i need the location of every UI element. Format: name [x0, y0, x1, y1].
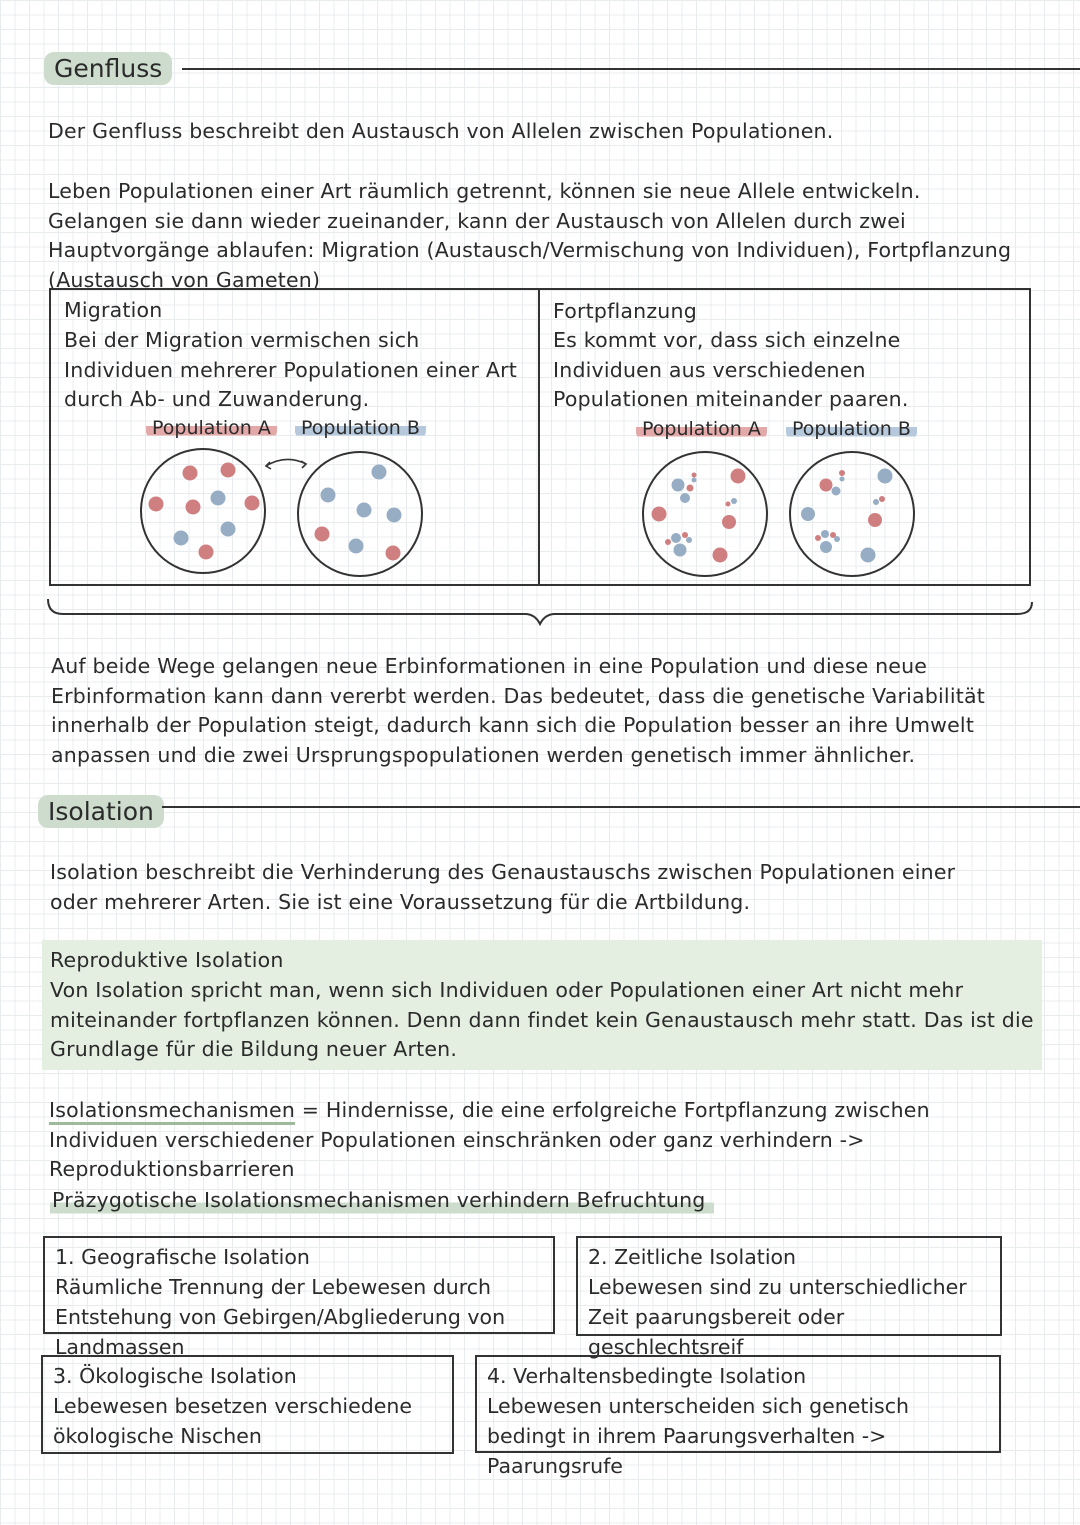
- population-b-dots: [315, 465, 402, 561]
- migration-diagram: [130, 440, 440, 590]
- isolation-intro: Isolation beschreibt die Verhinderung des Genaustauschs zwischen Populationen einer oder mehrerer Arten. Sie ist eine Voraussetzung für die Artbildung.: [50, 860, 956, 914]
- box-text: Lebewesen unterscheiden sich genetisch bedingt in ihrem Paarungsverhalten -> Paarungsrufe: [487, 1394, 909, 1478]
- isolation-box-1: [43, 1236, 555, 1359]
- box-text: Lebewesen besetzen verschiedene ökologische Nischen: [53, 1394, 412, 1448]
- fortpflanzung-text: Es kommt vor, dass sich einzelne Individuen aus verschiedenen Populationen miteinander paaren.: [553, 328, 909, 411]
- heading-rule: [182, 68, 1080, 70]
- isolation-box-2: [576, 1236, 1002, 1359]
- genfluss-paragraph: Leben Populationen einer Art räumlich getrennt, können sie neue Allele entwickeln. Gelangen sie dann wieder zueinander, kann der Austausch von Allelen durch zwei Hauptvorgänge ablaufen: Migration (Austausch/Vermischung von Individuen), Fortpflanzung (Austausch von Gameten): [48, 179, 1012, 292]
- panel-divider: [538, 288, 540, 586]
- reproductive-isolation-title: Reproduktive Isolation: [50, 948, 284, 972]
- heading-rule: [162, 806, 1080, 808]
- fortpflanzung-diagram: [630, 440, 930, 590]
- mechanisms-definition: [49, 1096, 979, 1185]
- mechanisms-def: = Hindernisse, die eine erfolgreiche Fortpflanzung zwischen Individuen verschiedener Populationen einschränken oder ganz verhindern -> Reproduktionsbarrieren: [49, 1098, 930, 1181]
- heading-isolation: Isolation: [38, 795, 164, 828]
- isolation-box-4: [475, 1355, 1001, 1478]
- population-b-dots: [801, 469, 893, 563]
- genfluss-intro: Der Genfluss beschreibt den Austausch von Allelen zwischen Populationen.: [48, 119, 834, 143]
- mechanisms-term: Isolationsmechanismen: [49, 1098, 295, 1125]
- box-title: 2. Zeitliche Isolation: [588, 1245, 797, 1269]
- curly-brace: [45, 596, 1037, 630]
- praezygotisch-heading: Präzygotische Isolationsmechanismen verhindern Befruchtung: [50, 1186, 714, 1216]
- migration-text: Bei der Migration vermischen sich Individuen mehrerer Populationen einer Art durch Ab- und Zuwanderung.: [64, 328, 517, 411]
- fortpflanzung-title: Fortpflanzung: [553, 299, 697, 323]
- box-title: 4. Verhaltensbedingte Isolation: [487, 1364, 807, 1388]
- migration-pop-a-label: Population A: [146, 417, 277, 439]
- fortpflanzung-pop-a-label: Population A: [636, 418, 767, 440]
- fortpflanzung-pop-b-label: Population B: [786, 418, 917, 440]
- genfluss-conclusion: Auf beide Wege gelangen neue Erbinformationen in eine Population und diese neue Erbinformation kann dann vererbt werden. Das bedeutet, dass die genetische Variabilität innerhalb der Population steigt, dadurch kann sich die Population besser an ihre Umwelt anpassen und die zwei Ursprungspopulationen werden genetisch immer ähnlicher.: [51, 654, 985, 767]
- exchange-arrow-icon: [266, 459, 306, 466]
- box-text: Räumliche Trennung der Lebewesen durch Entstehung von Gebirgen/Abgliederung von Landmassen: [55, 1275, 506, 1359]
- population-a-dots: [652, 469, 746, 563]
- reproductive-isolation-text: Von Isolation spricht man, wenn sich Individuen oder Populationen einer Art nicht mehr miteinander fortpflanzen können. Denn dann findet kein Genaustausch mehr statt. Das ist die Grundlage für die Bildung neuer Arten.: [50, 978, 1034, 1061]
- box-text: Lebewesen sind zu unterschiedlicher Zeit paarungsbereit oder geschlechtsreif: [588, 1275, 967, 1359]
- migration-title: Migration: [64, 298, 163, 322]
- heading-genfluss: Genfluss: [44, 52, 172, 85]
- isolation-box-3: [41, 1355, 454, 1454]
- box-title: 1. Geografische Isolation: [55, 1245, 310, 1269]
- migration-pop-b-label: Population B: [295, 417, 426, 439]
- population-a-dots: [149, 463, 260, 560]
- box-title: 3. Ökologische Isolation: [53, 1364, 297, 1388]
